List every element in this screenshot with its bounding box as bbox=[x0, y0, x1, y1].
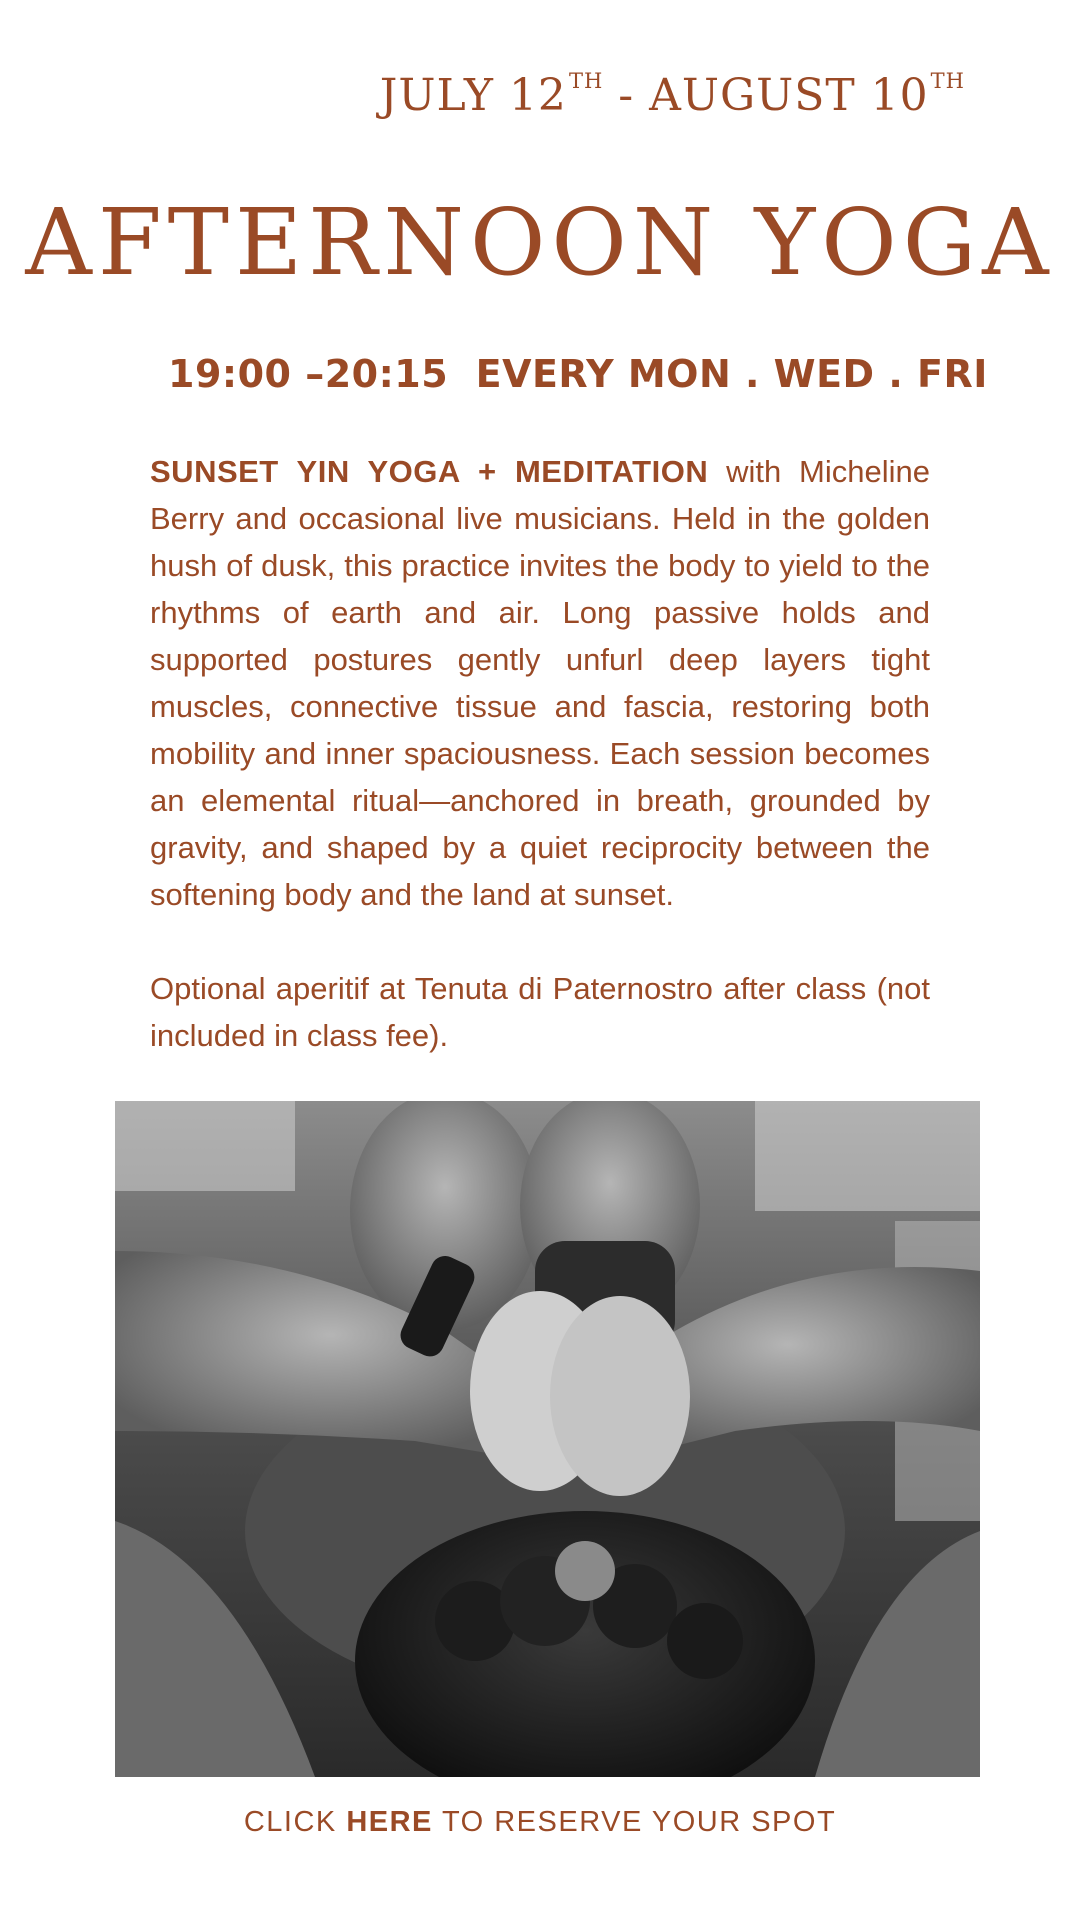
class-description-body: with Micheline Berry and occasional live musicians. Held in the golden hush of dusk, this practice invites the body to yield to the rhythms of earth and air. Long passive holds and supported postures gently unfurl deep layers tight muscles, connective tissue and fascia, restoring both mobility and inner spaciousness. Each session becomes an elemental ritual—anchored in breath, grounded by gravity, and shaped by a quiet reciprocity between the softening body and the land at sunset. bbox=[150, 454, 930, 912]
reserve-link-here[interactable]: HERE bbox=[346, 1806, 433, 1838]
page-title: AFTERNOON YOGA bbox=[25, 189, 1055, 296]
yoga-photo bbox=[115, 1101, 980, 1777]
date-end: AUGUST 10 bbox=[649, 70, 929, 121]
reserve-link[interactable] bbox=[0, 1806, 1080, 1839]
date-start: JULY 12 bbox=[379, 70, 567, 121]
date-end-suffix: TH bbox=[930, 69, 965, 94]
aperitif-note: Optional aperitif at Tenuta di Paternostro after class (not included in class fee). bbox=[150, 971, 930, 1053]
reserve-link-suffix: TO RESERVE YOUR SPOT bbox=[432, 1806, 837, 1838]
date-range bbox=[0, 70, 965, 121]
yoga-photo-illustration bbox=[115, 1101, 980, 1777]
date-start-suffix: TH bbox=[568, 69, 604, 94]
class-description bbox=[150, 448, 930, 918]
reserve-link-prefix: CLICK bbox=[243, 1806, 347, 1838]
date-separator: - bbox=[603, 70, 650, 121]
class-schedule: 19:00 –20:15 EVERY MON . WED . FRI bbox=[168, 352, 988, 396]
class-description-lead: SUNSET YIN YOGA + MEDITATION bbox=[150, 454, 709, 489]
